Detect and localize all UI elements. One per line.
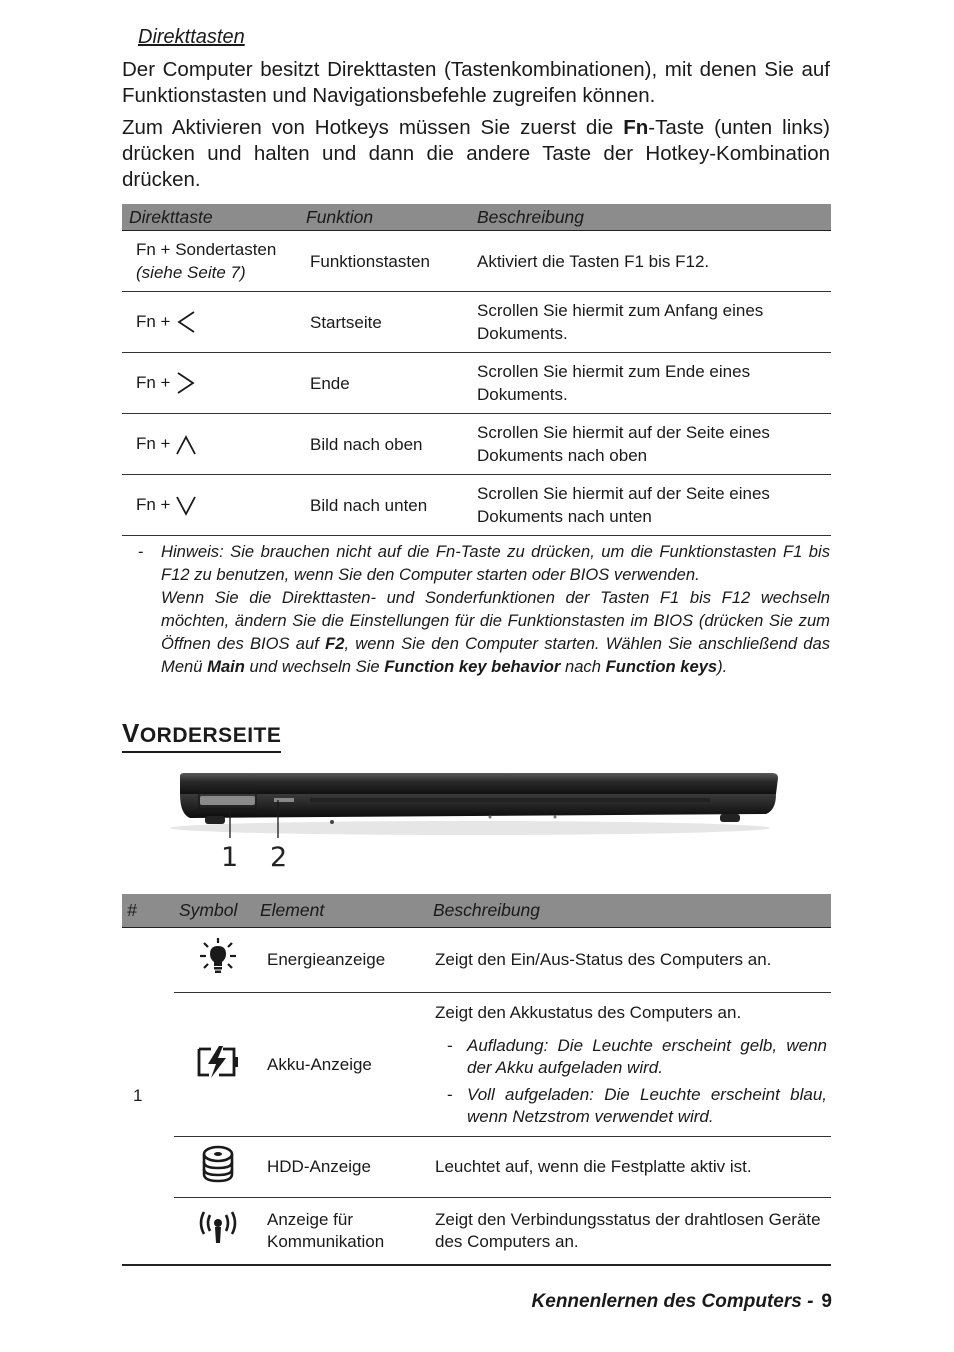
hotkey-label: Fn + Sondertasten [136,240,277,259]
activate-text-1: Zum Aktivieren von Hotkeys müssen Sie zuerst die [122,116,624,139]
hotkey-cell [122,353,299,414]
bullet-text: Aufladung: Die Leuchte erscheint gelb, wenn der Akku aufgeladen wird. [467,1035,827,1077]
hotkey-note: (siehe Seite 7) [136,263,246,282]
header-description: Beschreibung [428,894,831,928]
subsection-heading: Direkttasten [138,26,245,48]
hotkey-cell [122,414,299,475]
element-cell: HDD-Anzeige [255,1137,428,1198]
list-item [435,1084,827,1128]
description-cell: Zeigt den Verbindungsstatus der drahtlosen Geräte des Computers an. [428,1198,831,1265]
hotkey-label: Fn + [136,311,176,331]
hotkey-label: Fn + [136,434,176,454]
list-item [435,1035,827,1079]
description-cell: Scrollen Sie hiermit auf der Seite eines Dokuments nach oben [470,414,831,475]
symbol-cell [174,928,255,993]
symbol-cell [174,993,255,1137]
function-cell: Startseite [299,292,470,353]
hotkey-table-header [122,204,831,231]
header-symbol: Symbol [174,894,255,928]
header-element: Element [255,894,428,928]
description-cell: Scrollen Sie hiermit auf der Seite eines Dokuments nach unten [470,475,831,536]
note-menu-main: Main [207,657,245,676]
element-cell: Anzeige für Kommunikation [255,1198,428,1265]
section-title-initial: V [122,718,140,748]
header-direkttaste: Direkttaste [122,204,299,231]
note-text-1: Hinweis: Sie brauchen nicht auf die Fn-Taste zu drücken, um die Funktionstasten F1 bis F12 zu benutzen, wenn Sie den Computer starten oder BIOS verwenden. [161,542,830,584]
header-number: # [122,894,174,928]
chevron-down-icon [175,495,197,517]
bullet-dash: - [447,1035,453,1055]
table-row [122,231,831,292]
description-cell [428,993,831,1137]
hotkey-label: Fn + [136,372,176,392]
chevron-up-icon [175,434,197,456]
symbol-cell [174,1137,255,1198]
note-part: Wenn Sie die Direkttasten- und Sonderfunktionen der Tasten F1 bis F12 wechseln möchten, ändern Sie die Einstellungen für die Funktionstasten im BIOS (drücken Sie zum Öffnen des BIOS auf [161,588,830,653]
wireless-icon [195,1209,241,1247]
note-part: ). [717,657,728,676]
front-table-header [122,894,831,928]
page-footer [532,1291,832,1313]
header-beschreibung: Beschreibung [470,204,831,231]
hdd-icon [200,1145,236,1183]
page-number: 9 [821,1291,832,1312]
intro-paragraph: Der Computer besitzt Direkttasten (Tastenkombinationen), mit denen Sie auf Funktionstasten und Navigationsbefehle zugreifen können. [122,58,830,107]
footer-title: Kennenlernen des Computers - [531,1291,814,1312]
hotkey-label: Fn + [136,495,176,515]
description-cell: Scrollen Sie hiermit zum Anfang eines Dokuments. [470,292,831,353]
table-row [122,414,831,475]
callout-2: 2 [270,842,288,873]
bullet-text: Voll aufgeladen: Die Leuchte erscheint blau, wenn Netzstrom verwendet wird. [467,1084,827,1126]
function-cell: Ende [299,353,470,414]
activate-text-2: -Taste (unten links) drücken und halten und dann die andere Taste der Hotkey-Kombination drücken. [122,116,831,191]
section-title-rest: ORDERSEITE [139,724,282,747]
section-title [122,718,281,753]
laptop-front-image [160,770,790,840]
description-cell: Aktiviert die Tasten F1 bis F12. [470,231,831,292]
note-setting-name: Function key behavior [384,657,561,676]
note-part: nach [560,657,606,676]
note-part: , wenn Sie den Computer starten. Wählen Sie anschließend das Menü [161,634,831,676]
table-row [122,928,831,993]
chevron-left-icon [175,310,197,334]
group-number: 1 [122,928,174,1265]
note-key-f2: F2 [325,634,345,653]
symbol-cell [174,1198,255,1265]
hotkey-table [122,204,831,536]
function-cell: Bild nach unten [299,475,470,536]
hotkey-cell [122,231,299,292]
fn-key-label: Fn [623,116,649,139]
callout-1: 1 [221,842,239,873]
table-row [122,475,831,536]
hotkey-cell [122,292,299,353]
note-setting-value: Function keys [605,657,718,676]
battery-charge-icon [196,1045,240,1079]
battery-description: Zeigt den Akkustatus des Computers an. [435,1002,742,1022]
bullet-dash: - [447,1084,453,1104]
activate-paragraph [122,115,830,193]
front-side-table [122,894,831,1266]
note-dash: - [138,542,144,561]
hotkey-cell [122,475,299,536]
description-cell: Leuchtet auf, wenn die Festplatte aktiv ist. [428,1137,831,1198]
note-text-2 [161,586,830,678]
header-funktion: Funktion [299,204,470,231]
table-row [122,353,831,414]
chevron-right-icon [175,371,197,395]
table-row [122,1198,831,1265]
description-cell: Scrollen Sie hiermit zum Ende eines Dokuments. [470,353,831,414]
note-part: und wechseln Sie [244,657,385,676]
table-row [122,993,831,1137]
function-cell: Funktionstasten [299,231,470,292]
hint-note [138,540,830,678]
table-row [122,292,831,353]
element-cell: Akku-Anzeige [255,993,428,1137]
element-cell: Energieanzeige [255,928,428,993]
power-light-icon [198,937,238,977]
function-cell: Bild nach oben [299,414,470,475]
description-cell: Zeigt den Ein/Aus-Status des Computers an. [428,928,831,993]
table-row [122,1137,831,1198]
